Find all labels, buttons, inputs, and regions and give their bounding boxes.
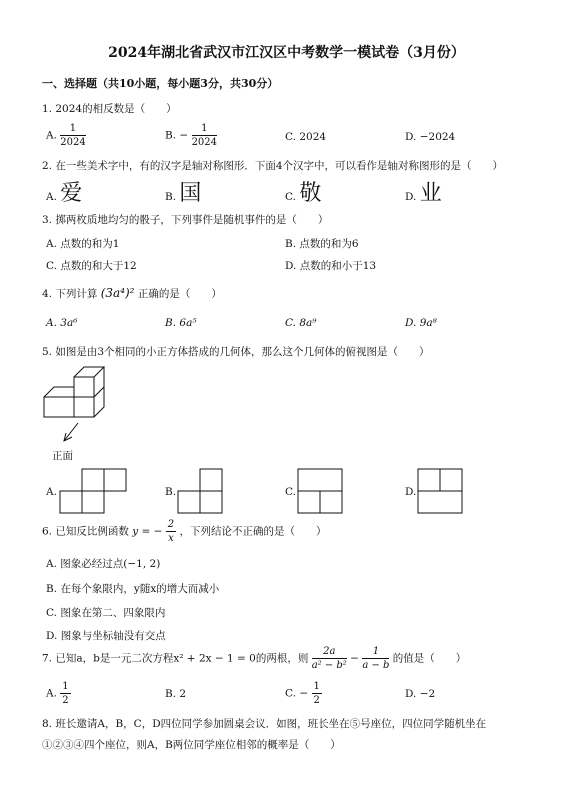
q1-option-a xyxy=(46,122,86,149)
q5-option-d-figure xyxy=(416,468,468,516)
character: 敬 xyxy=(299,181,322,206)
question-2-stem: 2. 在一些美术字中，有的汉字是轴对称图形．下面4个汉字中，可以看作是轴对称图形的是（ ） xyxy=(42,160,504,172)
front-label: 正面 xyxy=(52,450,73,462)
q1-option-d: D. −2024 xyxy=(405,131,456,143)
question-8-line1: 8. 班长邀请A，B，C，D四位同学参加圆桌会议．如图，班长坐在⑤号座位，四位同学随机坐在 xyxy=(42,718,487,730)
fraction-numerator: 1 xyxy=(362,645,389,659)
fraction-numerator: 1 xyxy=(313,681,320,692)
option-label: A. xyxy=(46,687,57,700)
option-label: C. xyxy=(285,687,296,700)
q6-option-d: D. 图象与坐标轴没有交点 xyxy=(46,630,166,642)
q2-option-c xyxy=(285,176,321,207)
q5-option-d-label: D. xyxy=(405,486,417,498)
option-label: C. xyxy=(285,191,296,203)
q3-option-b: B. 点数的和为6 xyxy=(285,238,359,250)
question-6-stem xyxy=(42,518,326,545)
q7-option-b: B. 2 xyxy=(165,688,187,700)
option-label: A. xyxy=(46,129,57,142)
q5-option-a-label: A. xyxy=(46,486,57,498)
option-label: D. xyxy=(405,191,417,203)
fraction-numerator: 2 xyxy=(167,519,175,530)
q5-option-a-figure xyxy=(58,468,130,516)
section-heading: 一、选择题（共10小题，每小题3分，共30分） xyxy=(42,77,279,90)
q1-option-c: C. 2024 xyxy=(285,131,327,143)
fraction-denominator: 2 xyxy=(62,695,69,706)
q5-option-b-label: B. xyxy=(165,486,177,498)
question-5-stem: 5. 如图是由3个相同的小正方体搭成的几何体，那么这个几何体的俯视图是（ ） xyxy=(42,346,430,358)
character: 国 xyxy=(179,181,202,206)
fraction-denominator: 2024 xyxy=(60,137,86,148)
question-1-stem: 1. 2024的相反数是（ ） xyxy=(42,103,177,115)
q3-option-c: C. 点数的和大于12 xyxy=(46,260,137,272)
fraction-numerator: 2a xyxy=(312,645,347,659)
fraction-denominator: 2024 xyxy=(191,137,218,148)
q5-option-c-figure xyxy=(296,468,348,516)
option-label: A. xyxy=(46,191,57,203)
q2-option-d xyxy=(405,176,442,207)
fraction-denominator: 2 xyxy=(313,695,320,706)
page-title: 2024年湖北省武汉市江汉区中考数学一模试卷（3月份） xyxy=(108,45,465,61)
stem-text: 6. 已知反比例函数 xyxy=(42,525,129,538)
character: 爱 xyxy=(60,181,83,206)
option-label: B. xyxy=(165,191,177,203)
fraction-numerator: 1 xyxy=(192,122,217,136)
character: 业 xyxy=(419,181,442,206)
fraction-denominator: x xyxy=(168,533,174,544)
q3-option-d: D. 点数的和小于13 xyxy=(285,260,377,272)
q4-option-b: B. 6a⁵ xyxy=(165,317,197,329)
function-lhs: y = − xyxy=(132,525,163,538)
question-8-line2: ①②③④四个座位，则A，B两位同学座位相邻的概率是（ ） xyxy=(42,739,341,751)
question-3-stem: 3. 掷两枚质地均匀的骰子，下列事件是随机事件的是（ ） xyxy=(42,214,329,226)
minus-sign: − xyxy=(350,652,359,665)
q5-option-c-label: C. xyxy=(285,486,296,498)
q2-option-a xyxy=(46,176,82,207)
q4-option-a: A. 3a⁶ xyxy=(46,317,78,329)
q4-option-d: D. 9a⁸ xyxy=(405,317,437,329)
minus-sign: − xyxy=(179,129,189,142)
question-7-stem xyxy=(42,645,466,672)
cube-figure xyxy=(40,363,110,453)
stem-text: ，下列结论不正确的是（ ） xyxy=(179,525,327,538)
stem-text: 的值是（ ） xyxy=(392,652,467,665)
q3-option-a: A. 点数的和为1 xyxy=(46,238,120,250)
q1-option-b xyxy=(165,122,217,149)
fraction-denominator: a² − b² xyxy=(311,660,347,671)
fraction-denominator: a − b xyxy=(362,660,390,671)
fraction-numerator: 1 xyxy=(62,681,69,692)
q6-option-c: C. 图象在第二、四象限内 xyxy=(46,607,166,619)
stem-text: 7. 已知a，b是一元二次方程x² + 2x − 1 = 0的两根，则 xyxy=(42,652,309,665)
stem-text: 正确的是（ ） xyxy=(137,288,222,300)
q2-option-b xyxy=(165,176,201,207)
question-4-stem xyxy=(42,286,222,301)
option-label: B. xyxy=(165,129,177,142)
q7-option-c xyxy=(285,680,322,707)
math-expression: (3a⁴)² xyxy=(100,286,135,300)
fraction-numerator: 1 xyxy=(60,122,85,136)
q6-option-a: A. 图象必经过点(−1, 2) xyxy=(46,558,161,570)
q7-option-a xyxy=(46,680,71,707)
q5-option-b-figure xyxy=(176,468,228,516)
q7-option-d: D. −2 xyxy=(405,688,436,700)
q6-option-b: B. 在每个象限内，y随x的增大而减小 xyxy=(46,583,220,595)
stem-text: 4. 下列计算 xyxy=(42,288,98,300)
q4-option-c: C. 8a⁹ xyxy=(285,317,317,329)
minus-sign: − xyxy=(299,687,309,700)
